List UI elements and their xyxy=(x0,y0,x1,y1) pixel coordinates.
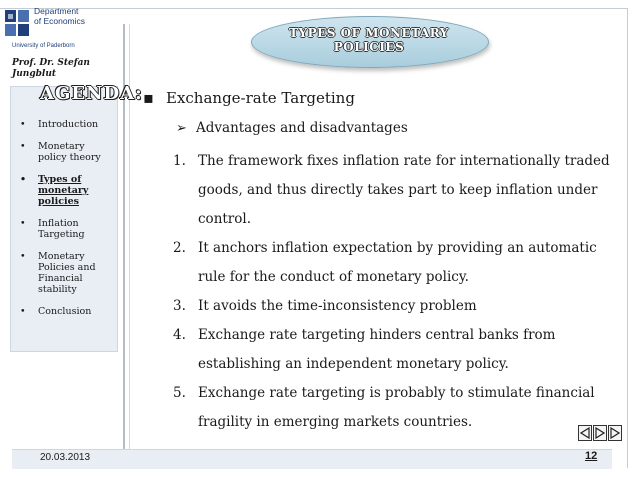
page-number: 12 xyxy=(585,450,598,462)
item-number: 5. xyxy=(173,385,186,401)
list-item xyxy=(173,379,618,437)
agenda-item-label: Types of monetary policies xyxy=(38,174,89,207)
department-line2: of Economics xyxy=(34,16,86,26)
university-logo xyxy=(4,2,124,50)
university-name: University of Paderborn xyxy=(12,43,75,49)
item-number: 3. xyxy=(173,298,186,314)
item-text: Exchange rate targeting is probably to stimulate financial fragility in emerging markets countries. xyxy=(198,385,595,430)
item-number: 2. xyxy=(173,240,186,256)
item-number: 4. xyxy=(173,327,186,343)
agenda-item-label: Monetary Policies and Financial stability xyxy=(38,251,96,295)
points-list xyxy=(173,147,618,437)
footer-bar xyxy=(12,449,612,469)
list-item xyxy=(173,234,618,292)
triangle-left-icon xyxy=(580,427,590,439)
right-border-line xyxy=(627,8,628,468)
department-name xyxy=(34,6,85,26)
agenda-title: AGENDA: xyxy=(40,83,143,104)
agenda-item-label: Introduction xyxy=(38,119,99,130)
section-heading: Exchange-rate Targeting xyxy=(166,89,355,107)
agenda-item-introduction[interactable] xyxy=(20,119,116,130)
agenda-list xyxy=(20,119,116,328)
triangle-right-icon xyxy=(595,427,605,439)
agenda-item-monetary-policies-financial-stability[interactable] xyxy=(20,251,116,295)
next-slide-alt-button[interactable] xyxy=(608,425,622,441)
agenda-item-monetary-policy-theory[interactable] xyxy=(20,141,116,163)
slide-date: 20.03.2013 xyxy=(40,452,91,463)
agenda-item-label: Monetary policy theory xyxy=(38,141,101,163)
item-number: 1. xyxy=(173,153,186,169)
university-emblem-icon xyxy=(4,8,30,38)
arrow-bullet-icon: ➢ xyxy=(176,121,187,136)
agenda-item-types-of-monetary-policies[interactable] xyxy=(20,174,116,207)
slide-title-line1: TYPES OF MONETARY xyxy=(289,26,449,40)
agenda-item-conclusion[interactable] xyxy=(20,306,116,317)
previous-slide-button[interactable] xyxy=(578,425,592,441)
slide-title-line2: POLICIES xyxy=(333,40,405,54)
square-bullet-icon: ▪ xyxy=(143,88,154,107)
sub-heading: Advantages and disadvantages xyxy=(196,120,408,136)
item-text: It avoids the time-inconsistency problem xyxy=(198,298,477,314)
item-text: The framework fixes inflation rate for internationally traded goods, and thus directly takes part to keep inflation under control. xyxy=(198,153,610,227)
triangle-right-icon xyxy=(610,427,620,439)
list-item xyxy=(173,321,618,379)
item-text: Exchange rate targeting hinders central banks from establishing an independent monetary policy. xyxy=(198,327,556,372)
slide-navigation xyxy=(578,425,622,443)
next-slide-button[interactable] xyxy=(593,425,607,441)
agenda-item-inflation-targeting[interactable] xyxy=(20,218,116,240)
list-item xyxy=(173,147,618,234)
agenda-item-label: Inflation Targeting xyxy=(38,218,85,240)
author-name: Prof. Dr. Stefan Jungblut xyxy=(12,58,90,79)
item-text: It anchors inflation expectation by providing an automatic rule for the conduct of monetary policy. xyxy=(198,240,597,285)
agenda-item-label: Conclusion xyxy=(38,306,92,317)
list-item xyxy=(173,292,618,321)
department-line1: Department xyxy=(34,6,79,16)
slide-title xyxy=(251,26,487,54)
